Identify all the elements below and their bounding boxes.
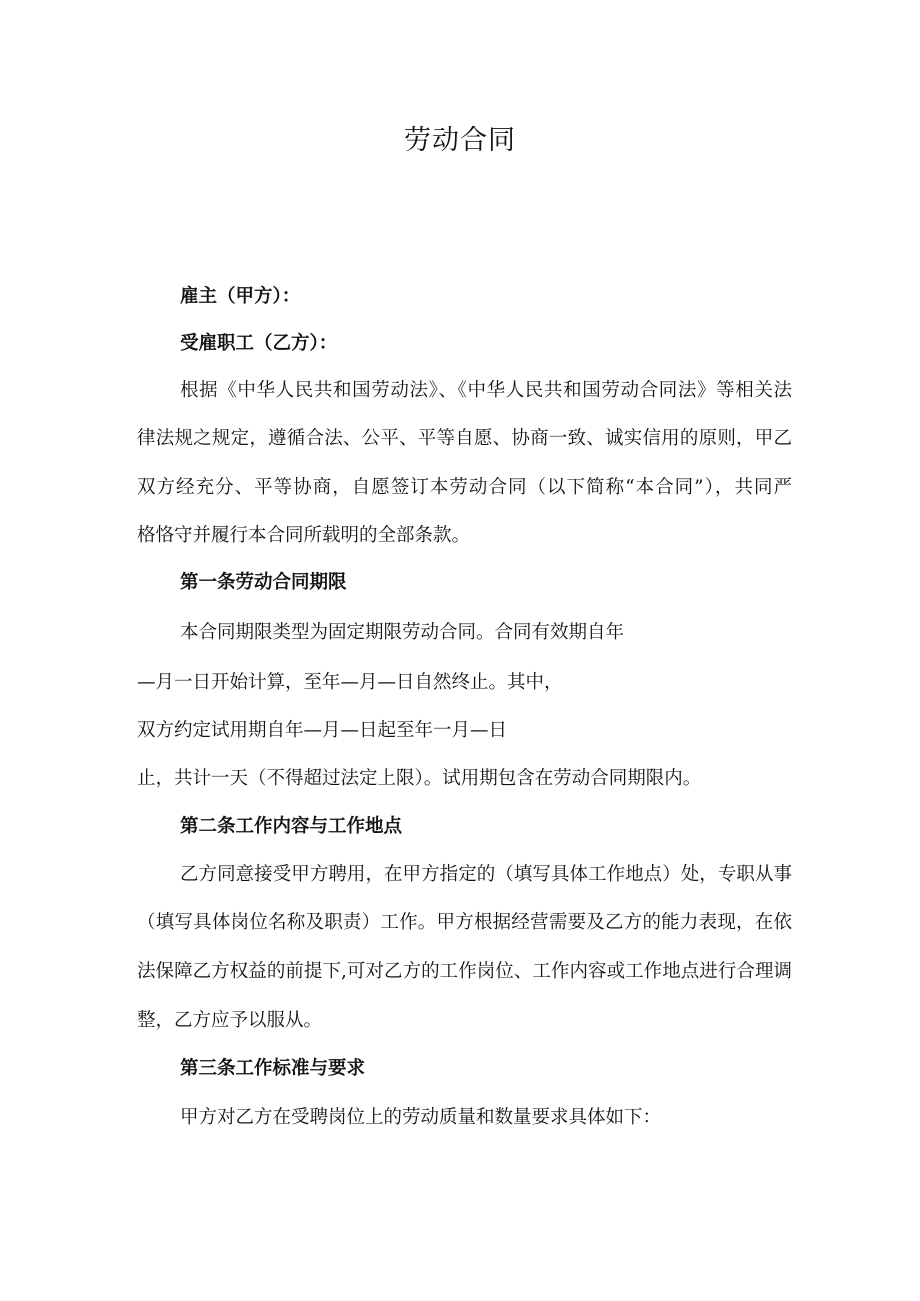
article-2-line: （填写具体岗位名称及职责）工作。甲方根据经营需要及乙方的能力表现，在依 (137, 912, 792, 933)
article-2-line: 法保障乙方权益的前提下,可对乙方的工作岗位、工作内容或工作地点进行合理调 (137, 961, 792, 982)
preamble-line: 格恪守并履行本合同所载明的全部条款。 (137, 525, 471, 546)
preamble-line: 根据《中华人民共和国劳动法》、《中华人民共和国劳动合同法》等相关法 (180, 380, 792, 401)
article-2-line: 整，乙方应予以服从。 (137, 1010, 323, 1031)
article-3-line: 甲方对乙方在受聘岗位上的劳动质量和数量要求具体如下： (180, 1107, 662, 1128)
employer-label: 雇主（甲方）： (180, 286, 301, 307)
article-2-line: 乙方同意接受甲方聘用，在甲方指定的（填写具体工作地点）处，专职从事 (180, 864, 792, 885)
preamble-line: 双方经充分、平等协商，自愿签订本劳动合同（以下简称“本合同”），共同严 (137, 477, 792, 498)
article-1-line: —月一日开始计算，至年—月—日自然终止。其中， (137, 672, 563, 693)
article-1-heading: 第一条劳动合同期限 (180, 572, 347, 593)
article-3-heading: 第三条工作标准与要求 (180, 1058, 366, 1079)
employee-label: 受雇职工（乙方）： (180, 333, 338, 354)
preamble-line: 律法规之规定，遵循合法、公平、平等自愿、协商一致、诚实信用的原则，甲乙 (137, 428, 792, 449)
article-2-heading: 第二条工作内容与工作地点 (180, 816, 403, 837)
article-1-line: 双方约定试用期自年—月—日起至年一月—日 (137, 720, 508, 741)
article-1-line: 止，共计一天（不得超过法定上限）。试用期包含在劳动合同期限内。 (137, 768, 702, 789)
article-1-line: 本合同期限类型为固定期限劳动合同。合同有效期自年 (180, 622, 625, 643)
document-title: 劳动合同 (404, 125, 516, 156)
